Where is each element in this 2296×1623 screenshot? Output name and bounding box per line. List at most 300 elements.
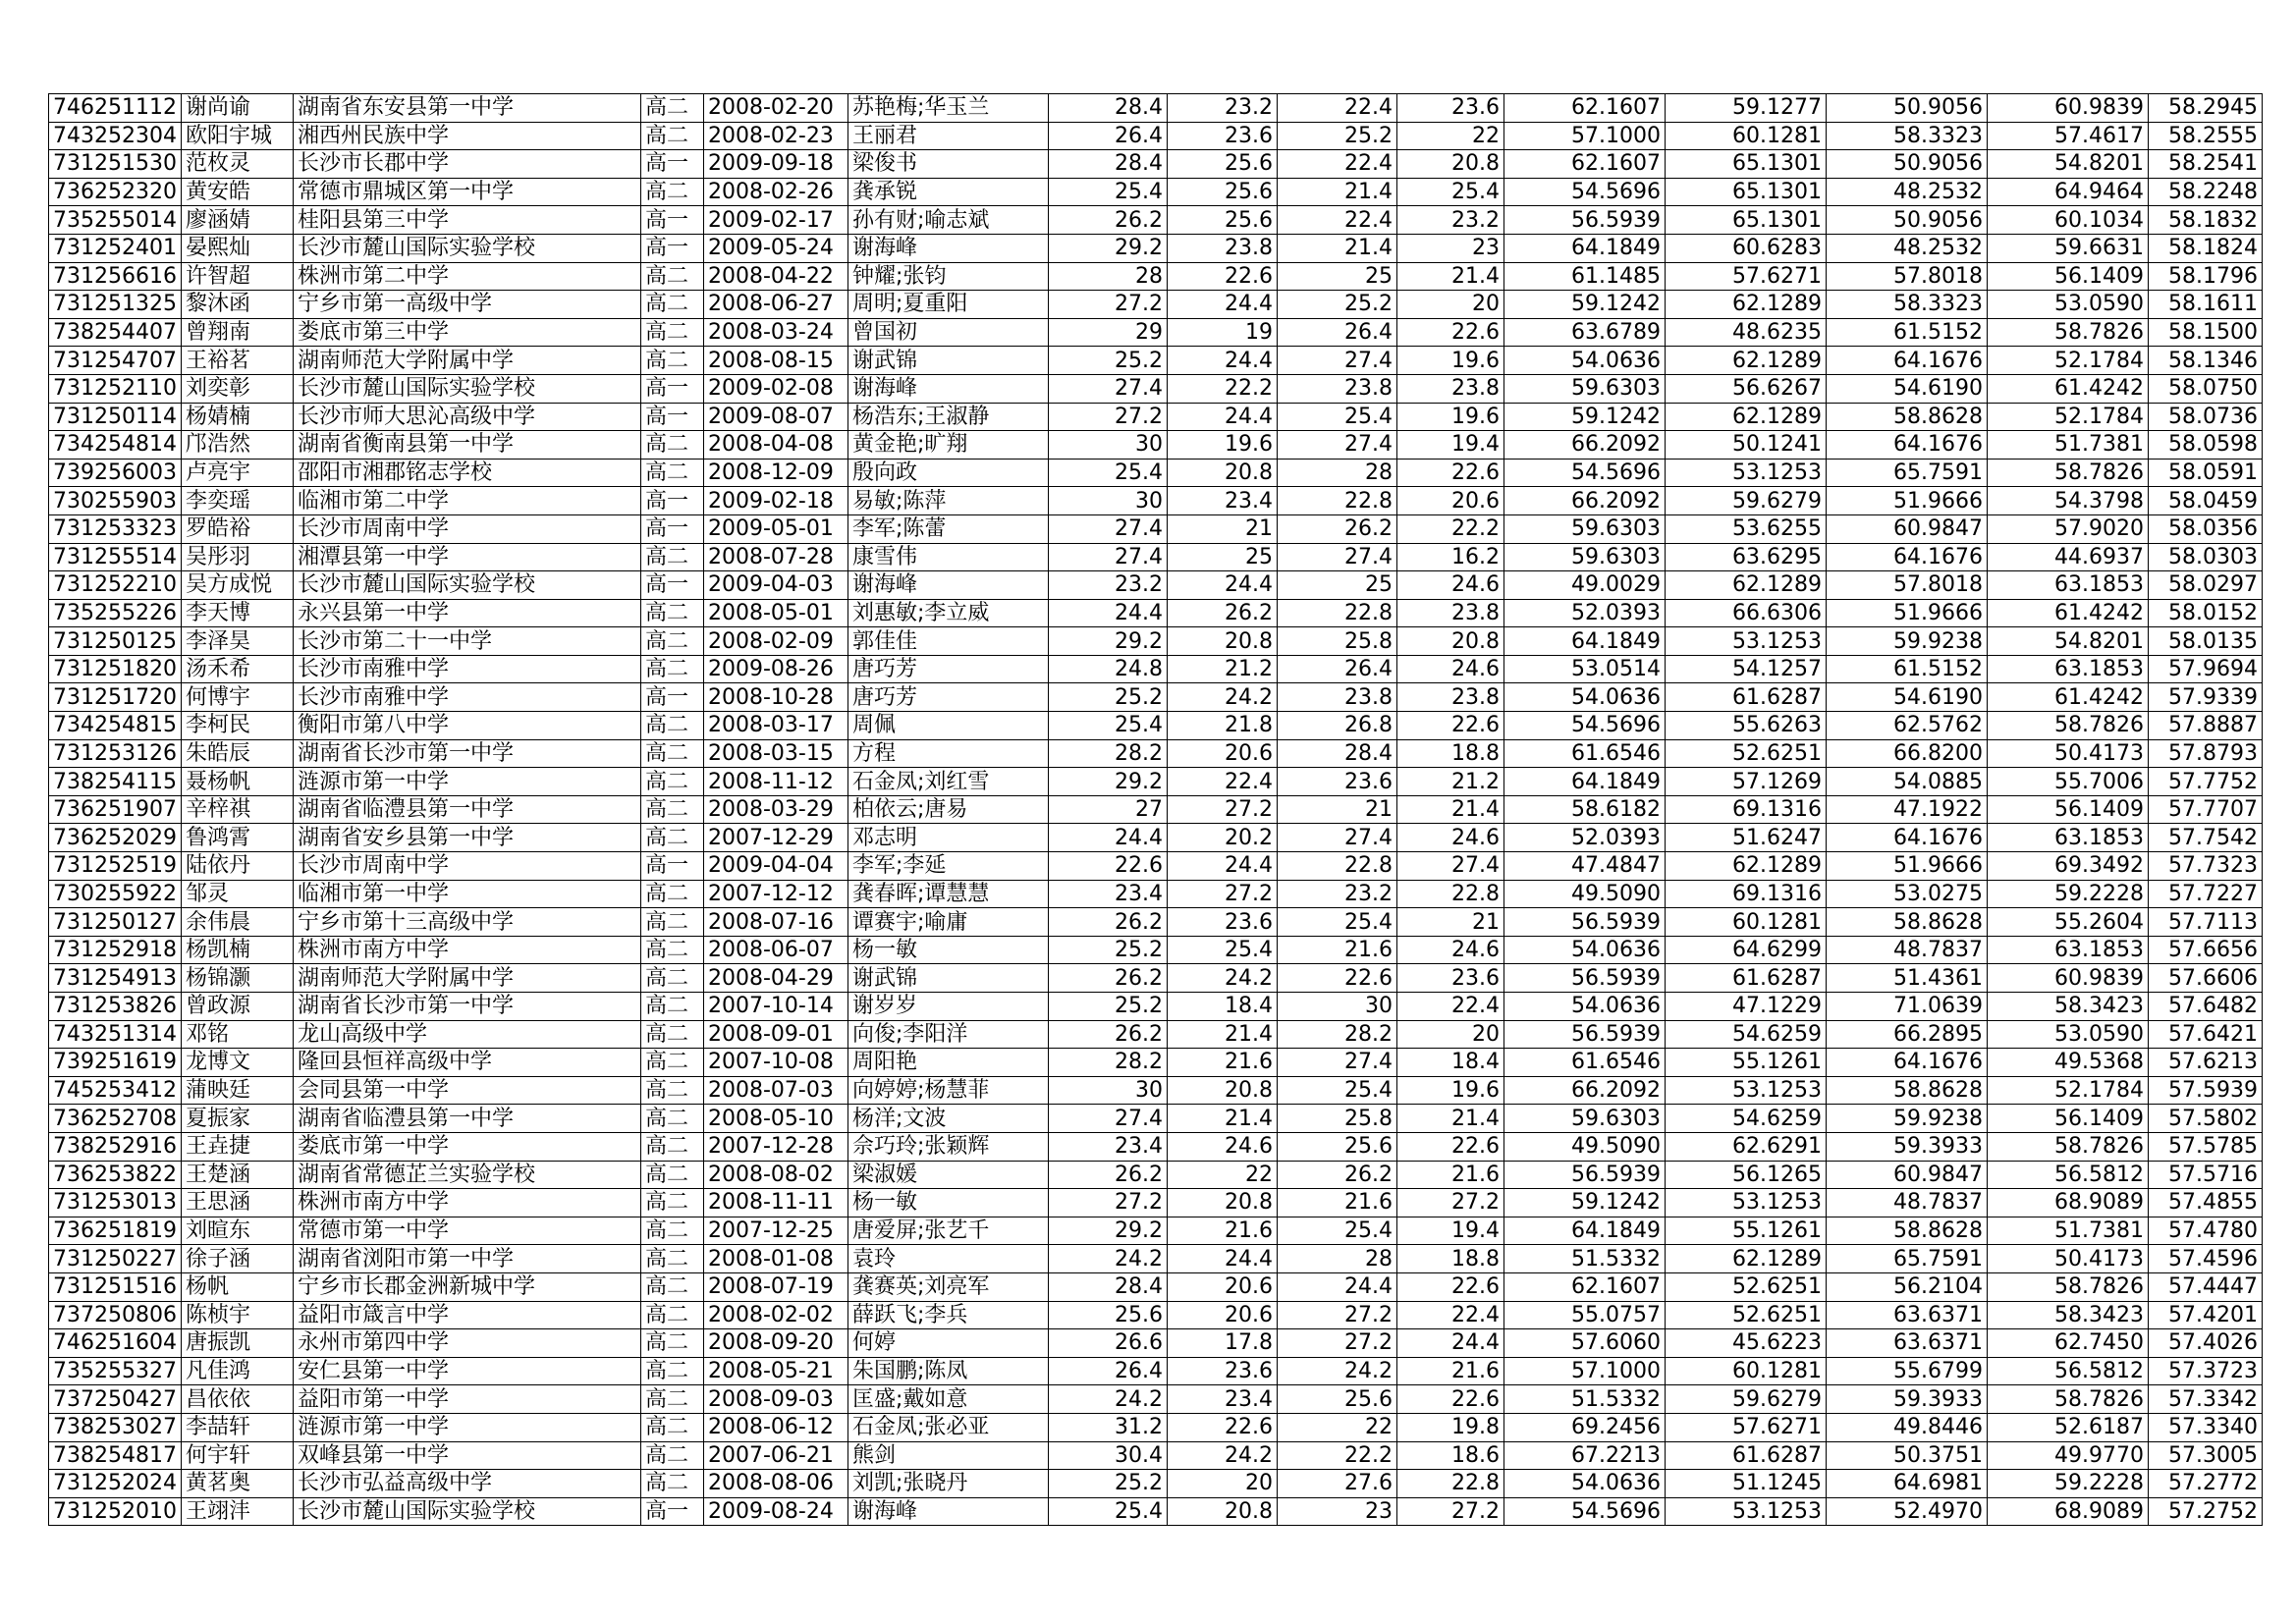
teacher-cell: 谢海峰 (847, 1497, 1048, 1526)
score-4-cell: 22.6 (1396, 318, 1503, 347)
score-2-cell: 23.6 (1167, 1357, 1277, 1385)
std-score-2-cell: 60.1281 (1665, 908, 1826, 937)
school-cell: 涟源市第一中学 (293, 1413, 640, 1441)
table-row (49, 1161, 2263, 1189)
score-1-cell: 25.2 (1048, 1470, 1167, 1498)
birth-date-cell: 2008-07-28 (703, 543, 847, 571)
teacher-cell: 何婷 (847, 1329, 1048, 1358)
score-3-cell: 27.4 (1277, 347, 1396, 375)
score-2-cell: 20.6 (1167, 1272, 1277, 1301)
student-id-cell: 731251820 (49, 655, 182, 683)
std-score-3-cell: 51.9666 (1826, 852, 1987, 881)
std-score-2-cell: 62.1289 (1665, 291, 1826, 319)
std-score-3-cell: 48.7837 (1826, 936, 1987, 964)
student-name-cell: 刘暄东 (181, 1217, 293, 1245)
score-3-cell: 26.8 (1277, 712, 1396, 740)
grade-cell: 高二 (640, 964, 703, 993)
std-score-2-cell: 53.1253 (1665, 627, 1826, 656)
score-4-cell: 24.6 (1396, 655, 1503, 683)
table-row (49, 403, 2263, 431)
score-3-cell: 25.6 (1277, 1385, 1396, 1414)
score-4-cell: 20.6 (1396, 487, 1503, 515)
teacher-cell: 李军;陈蕾 (847, 514, 1048, 543)
std-score-1-cell: 54.5696 (1503, 459, 1665, 487)
student-name-cell: 唐振凯 (181, 1329, 293, 1358)
grade-cell: 高一 (640, 571, 703, 600)
student-id-cell: 738253027 (49, 1413, 182, 1441)
std-score-2-cell: 61.6287 (1665, 964, 1826, 993)
student-name-cell: 李柯民 (181, 712, 293, 740)
teacher-cell: 郭佳佳 (847, 627, 1048, 656)
table-row (49, 795, 2263, 824)
school-cell: 永兴县第一中学 (293, 599, 640, 627)
birth-date-cell: 2008-07-16 (703, 908, 847, 937)
score-3-cell: 21.6 (1277, 1189, 1396, 1217)
student-name-cell: 聂杨帆 (181, 768, 293, 796)
score-4-cell: 21.6 (1396, 1161, 1503, 1189)
birth-date-cell: 2008-08-02 (703, 1161, 847, 1189)
school-cell: 湖南省临澧县第一中学 (293, 795, 640, 824)
score-4-cell: 21 (1396, 908, 1503, 937)
total-score-cell: 57.6482 (2148, 993, 2262, 1021)
grade-cell: 高二 (640, 1161, 703, 1189)
total-score-cell: 57.9339 (2148, 683, 2262, 712)
std-score-2-cell: 69.1316 (1665, 795, 1826, 824)
student-id-cell: 731252110 (49, 374, 182, 403)
school-cell: 长沙市长郡中学 (293, 150, 640, 179)
score-4-cell: 22.8 (1396, 1470, 1503, 1498)
student-name-cell: 杨锦灏 (181, 964, 293, 993)
table-row (49, 347, 2263, 375)
table-row (49, 1076, 2263, 1105)
grade-cell: 高一 (640, 683, 703, 712)
score-4-cell: 21.4 (1396, 262, 1503, 291)
grade-cell: 高一 (640, 374, 703, 403)
std-score-1-cell: 55.0757 (1503, 1301, 1665, 1329)
score-2-cell: 19.6 (1167, 431, 1277, 460)
table-row (49, 1357, 2263, 1385)
score-1-cell: 27.2 (1048, 1189, 1167, 1217)
score-3-cell: 26.2 (1277, 1161, 1396, 1189)
total-score-cell: 57.7752 (2148, 768, 2262, 796)
student-name-cell: 蒲映廷 (181, 1076, 293, 1105)
student-id-cell: 731250127 (49, 908, 182, 937)
score-2-cell: 21 (1167, 514, 1277, 543)
teacher-cell: 康雪伟 (847, 543, 1048, 571)
table-row (49, 262, 2263, 291)
birth-date-cell: 2008-03-24 (703, 318, 847, 347)
score-4-cell: 21.2 (1396, 768, 1503, 796)
score-3-cell: 26.2 (1277, 514, 1396, 543)
std-score-1-cell: 61.1485 (1503, 262, 1665, 291)
score-4-cell: 19.8 (1396, 1413, 1503, 1441)
student-name-cell: 昌依依 (181, 1385, 293, 1414)
school-cell: 益阳市第一中学 (293, 1385, 640, 1414)
std-score-2-cell: 55.1261 (1665, 1217, 1826, 1245)
std-score-4-cell: 58.7826 (1987, 1385, 2148, 1414)
std-score-3-cell: 61.5152 (1826, 655, 1987, 683)
std-score-1-cell: 64.1849 (1503, 768, 1665, 796)
score-1-cell: 30 (1048, 431, 1167, 460)
std-score-3-cell: 60.9847 (1826, 514, 1987, 543)
student-id-cell: 736251819 (49, 1217, 182, 1245)
score-1-cell: 22.6 (1048, 852, 1167, 881)
table-row (49, 1470, 2263, 1498)
school-cell: 长沙市麓山国际实验学校 (293, 571, 640, 600)
school-cell: 宁乡市第十三高级中学 (293, 908, 640, 937)
std-score-4-cell: 52.1784 (1987, 347, 2148, 375)
table-row (49, 94, 2263, 123)
std-score-1-cell: 62.1607 (1503, 150, 1665, 179)
student-name-cell: 谢尚谕 (181, 94, 293, 123)
std-score-1-cell: 57.6060 (1503, 1329, 1665, 1358)
score-1-cell: 29.2 (1048, 1217, 1167, 1245)
birth-date-cell: 2008-05-10 (703, 1105, 847, 1133)
birth-date-cell: 2007-12-28 (703, 1132, 847, 1161)
std-score-1-cell: 51.5332 (1503, 1245, 1665, 1273)
std-score-2-cell: 60.6283 (1665, 234, 1826, 262)
std-score-1-cell: 56.5939 (1503, 964, 1665, 993)
score-1-cell: 26.4 (1048, 122, 1167, 150)
total-score-cell: 58.2541 (2148, 150, 2262, 179)
score-2-cell: 22.2 (1167, 374, 1277, 403)
score-3-cell: 22.6 (1277, 964, 1396, 993)
score-4-cell: 22.6 (1396, 1272, 1503, 1301)
total-score-cell: 57.3340 (2148, 1413, 2262, 1441)
birth-date-cell: 2009-08-26 (703, 655, 847, 683)
std-score-4-cell: 58.3423 (1987, 993, 2148, 1021)
student-id-cell: 730255922 (49, 880, 182, 908)
score-4-cell: 23.6 (1396, 964, 1503, 993)
std-score-4-cell: 58.3423 (1987, 1301, 2148, 1329)
score-3-cell: 25.4 (1277, 908, 1396, 937)
student-id-cell: 743251314 (49, 1020, 182, 1049)
total-score-cell: 58.0459 (2148, 487, 2262, 515)
grade-cell: 高二 (640, 1049, 703, 1077)
birth-date-cell: 2008-02-23 (703, 122, 847, 150)
std-score-2-cell: 62.1289 (1665, 403, 1826, 431)
table-row (49, 627, 2263, 656)
std-score-3-cell: 64.1676 (1826, 347, 1987, 375)
grade-cell: 高二 (640, 908, 703, 937)
birth-date-cell: 2008-04-08 (703, 431, 847, 460)
std-score-4-cell: 44.6937 (1987, 543, 2148, 571)
birth-date-cell: 2009-08-24 (703, 1497, 847, 1526)
std-score-4-cell: 58.7826 (1987, 459, 2148, 487)
std-score-4-cell: 52.1784 (1987, 1076, 2148, 1105)
std-score-3-cell: 50.3751 (1826, 1441, 1987, 1470)
teacher-cell: 梁俊书 (847, 150, 1048, 179)
score-3-cell: 23.8 (1277, 683, 1396, 712)
student-name-cell: 杨帆 (181, 1272, 293, 1301)
score-1-cell: 29.2 (1048, 768, 1167, 796)
std-score-3-cell: 64.1676 (1826, 431, 1987, 460)
std-score-2-cell: 62.6291 (1665, 1132, 1826, 1161)
student-id-cell: 734254815 (49, 712, 182, 740)
student-id-cell: 734254814 (49, 431, 182, 460)
grade-cell: 高二 (640, 122, 703, 150)
student-id-cell: 743252304 (49, 122, 182, 150)
std-score-4-cell: 58.7826 (1987, 1132, 2148, 1161)
table-row (49, 178, 2263, 206)
std-score-4-cell: 60.9839 (1987, 94, 2148, 123)
total-score-cell: 57.6213 (2148, 1049, 2262, 1077)
score-2-cell: 22.6 (1167, 262, 1277, 291)
school-cell: 邵阳市湘郡铭志学校 (293, 459, 640, 487)
std-score-3-cell: 53.0275 (1826, 880, 1987, 908)
total-score-cell: 57.7707 (2148, 795, 2262, 824)
school-cell: 湖南师范大学附属中学 (293, 347, 640, 375)
student-id-cell: 735255226 (49, 599, 182, 627)
score-4-cell: 20 (1396, 1020, 1503, 1049)
table-row (49, 487, 2263, 515)
birth-date-cell: 2009-02-17 (703, 206, 847, 235)
grade-cell: 高二 (640, 1217, 703, 1245)
std-score-4-cell: 68.9089 (1987, 1189, 2148, 1217)
total-score-cell: 57.2752 (2148, 1497, 2262, 1526)
teacher-cell: 向俊;李阳洋 (847, 1020, 1048, 1049)
score-2-cell: 21.4 (1167, 1105, 1277, 1133)
score-2-cell: 21.6 (1167, 1217, 1277, 1245)
score-4-cell: 19.4 (1396, 431, 1503, 460)
teacher-cell: 谭赛宇;喻庸 (847, 908, 1048, 937)
std-score-1-cell: 54.0636 (1503, 347, 1665, 375)
std-score-1-cell: 52.0393 (1503, 824, 1665, 852)
score-4-cell: 23.8 (1396, 599, 1503, 627)
student-name-cell: 曾翔南 (181, 318, 293, 347)
std-score-1-cell: 54.5696 (1503, 1497, 1665, 1526)
std-score-1-cell: 62.1607 (1503, 1272, 1665, 1301)
std-score-1-cell: 62.1607 (1503, 94, 1665, 123)
teacher-cell: 谢海峰 (847, 234, 1048, 262)
school-cell: 常德市第一中学 (293, 1217, 640, 1245)
student-id-cell: 731252519 (49, 852, 182, 881)
std-score-2-cell: 61.6287 (1665, 683, 1826, 712)
school-cell: 长沙市南雅中学 (293, 683, 640, 712)
total-score-cell: 58.0598 (2148, 431, 2262, 460)
score-3-cell: 25.4 (1277, 403, 1396, 431)
student-id-cell: 731252024 (49, 1470, 182, 1498)
score-3-cell: 24.4 (1277, 1272, 1396, 1301)
std-score-3-cell: 58.8628 (1826, 1217, 1987, 1245)
school-cell: 湖南省常德芷兰实验学校 (293, 1161, 640, 1189)
score-2-cell: 20.8 (1167, 1076, 1277, 1105)
score-4-cell: 19.6 (1396, 1076, 1503, 1105)
std-score-2-cell: 62.1289 (1665, 571, 1826, 600)
std-score-4-cell: 63.1853 (1987, 824, 2148, 852)
score-4-cell: 18.4 (1396, 1049, 1503, 1077)
grade-cell: 高二 (640, 1132, 703, 1161)
table-row (49, 1132, 2263, 1161)
total-score-cell: 58.2945 (2148, 94, 2262, 123)
student-id-cell: 731251530 (49, 150, 182, 179)
school-cell: 长沙市南雅中学 (293, 655, 640, 683)
std-score-2-cell: 55.6263 (1665, 712, 1826, 740)
teacher-cell: 梁淑媛 (847, 1161, 1048, 1189)
score-4-cell: 19.4 (1396, 1217, 1503, 1245)
std-score-3-cell: 63.6371 (1826, 1301, 1987, 1329)
total-score-cell: 57.3342 (2148, 1385, 2262, 1414)
score-2-cell: 18.4 (1167, 993, 1277, 1021)
school-cell: 株洲市南方中学 (293, 936, 640, 964)
std-score-3-cell: 51.9666 (1826, 487, 1987, 515)
std-score-3-cell: 58.8628 (1826, 908, 1987, 937)
score-2-cell: 24.4 (1167, 291, 1277, 319)
school-cell: 湖南师范大学附属中学 (293, 964, 640, 993)
total-score-cell: 57.5939 (2148, 1076, 2262, 1105)
score-3-cell: 25.4 (1277, 1076, 1396, 1105)
birth-date-cell: 2008-08-15 (703, 347, 847, 375)
student-name-cell: 许智超 (181, 262, 293, 291)
score-3-cell: 25.4 (1277, 1217, 1396, 1245)
std-score-2-cell: 59.1277 (1665, 94, 1826, 123)
std-score-1-cell: 61.6546 (1503, 1049, 1665, 1077)
std-score-1-cell: 56.5939 (1503, 1161, 1665, 1189)
score-3-cell: 22.4 (1277, 94, 1396, 123)
score-2-cell: 20.8 (1167, 1189, 1277, 1217)
std-score-4-cell: 59.2228 (1987, 880, 2148, 908)
grade-cell: 高二 (640, 459, 703, 487)
score-1-cell: 23.2 (1048, 571, 1167, 600)
total-score-cell: 58.0135 (2148, 627, 2262, 656)
student-id-cell: 731253126 (49, 739, 182, 768)
std-score-2-cell: 53.1253 (1665, 1189, 1826, 1217)
student-name-cell: 夏振家 (181, 1105, 293, 1133)
school-cell: 湖南省浏阳市第一中学 (293, 1245, 640, 1273)
table-row (49, 768, 2263, 796)
student-id-cell: 731250114 (49, 403, 182, 431)
std-score-2-cell: 56.1265 (1665, 1161, 1826, 1189)
score-1-cell: 24.2 (1048, 1245, 1167, 1273)
std-score-3-cell: 48.2532 (1826, 234, 1987, 262)
teacher-cell: 王丽君 (847, 122, 1048, 150)
total-score-cell: 57.2772 (2148, 1470, 2262, 1498)
teacher-cell: 谢武锦 (847, 347, 1048, 375)
score-3-cell: 21 (1277, 795, 1396, 824)
std-score-1-cell: 57.1000 (1503, 122, 1665, 150)
table-row (49, 1385, 2263, 1414)
grade-cell: 高一 (640, 234, 703, 262)
table-row (49, 655, 2263, 683)
std-score-1-cell: 64.1849 (1503, 627, 1665, 656)
std-score-2-cell: 47.1229 (1665, 993, 1826, 1021)
teacher-cell: 龚承锐 (847, 178, 1048, 206)
grade-cell: 高一 (640, 852, 703, 881)
student-name-cell: 罗皓裕 (181, 514, 293, 543)
grade-cell: 高二 (640, 318, 703, 347)
student-id-cell: 736253822 (49, 1161, 182, 1189)
score-1-cell: 27.2 (1048, 291, 1167, 319)
student-name-cell: 何博宇 (181, 683, 293, 712)
score-1-cell: 25.4 (1048, 712, 1167, 740)
grade-cell: 高二 (640, 712, 703, 740)
std-score-4-cell: 60.1034 (1987, 206, 2148, 235)
std-score-1-cell: 59.1242 (1503, 1189, 1665, 1217)
std-score-4-cell: 52.6187 (1987, 1413, 2148, 1441)
grade-cell: 高二 (640, 1105, 703, 1133)
score-2-cell: 23.4 (1167, 487, 1277, 515)
std-score-4-cell: 63.1853 (1987, 936, 2148, 964)
table-row (49, 1105, 2263, 1133)
student-name-cell: 陆依丹 (181, 852, 293, 881)
std-score-3-cell: 63.6371 (1826, 1329, 1987, 1358)
table-row (49, 150, 2263, 179)
std-score-1-cell: 47.4847 (1503, 852, 1665, 881)
score-1-cell: 29 (1048, 318, 1167, 347)
score-2-cell: 24.2 (1167, 1441, 1277, 1470)
score-1-cell: 25.6 (1048, 1301, 1167, 1329)
student-name-cell: 黄茗奥 (181, 1470, 293, 1498)
school-cell: 安仁县第一中学 (293, 1357, 640, 1385)
grade-cell: 高二 (640, 795, 703, 824)
std-score-2-cell: 62.1289 (1665, 1245, 1826, 1273)
grade-cell: 高二 (640, 1020, 703, 1049)
std-score-3-cell: 59.9238 (1826, 627, 1987, 656)
student-id-cell: 731251720 (49, 683, 182, 712)
school-cell: 长沙市周南中学 (293, 852, 640, 881)
score-3-cell: 27.4 (1277, 824, 1396, 852)
grade-cell: 高二 (640, 1441, 703, 1470)
score-2-cell: 27.2 (1167, 880, 1277, 908)
teacher-cell: 易敏;陈萍 (847, 487, 1048, 515)
std-score-3-cell: 56.2104 (1826, 1272, 1987, 1301)
score-1-cell: 25.2 (1048, 993, 1167, 1021)
student-name-cell: 李奕瑶 (181, 487, 293, 515)
std-score-3-cell: 55.6799 (1826, 1357, 1987, 1385)
birth-date-cell: 2009-05-24 (703, 234, 847, 262)
birth-date-cell: 2009-02-18 (703, 487, 847, 515)
birth-date-cell: 2008-02-26 (703, 178, 847, 206)
table-row (49, 234, 2263, 262)
std-score-2-cell: 59.6279 (1665, 487, 1826, 515)
student-id-cell: 739256003 (49, 459, 182, 487)
std-score-3-cell: 54.0885 (1826, 768, 1987, 796)
grade-cell: 高二 (640, 291, 703, 319)
school-cell: 湖南省衡南县第一中学 (293, 431, 640, 460)
student-name-cell: 曾政源 (181, 993, 293, 1021)
birth-date-cell: 2008-07-03 (703, 1076, 847, 1105)
grade-cell: 高一 (640, 403, 703, 431)
student-id-cell: 746251112 (49, 94, 182, 123)
school-cell: 娄底市第三中学 (293, 318, 640, 347)
school-cell: 湖南省安乡县第一中学 (293, 824, 640, 852)
std-score-4-cell: 63.1853 (1987, 571, 2148, 600)
score-2-cell: 24.2 (1167, 683, 1277, 712)
std-score-1-cell: 58.6182 (1503, 795, 1665, 824)
std-score-2-cell: 52.6251 (1665, 1272, 1826, 1301)
score-3-cell: 28.2 (1277, 1020, 1396, 1049)
teacher-cell: 唐巧芳 (847, 683, 1048, 712)
total-score-cell: 57.6656 (2148, 936, 2262, 964)
std-score-3-cell: 66.8200 (1826, 739, 1987, 768)
score-1-cell: 24.4 (1048, 824, 1167, 852)
student-id-cell: 738254407 (49, 318, 182, 347)
school-cell: 湘潭县第一中学 (293, 543, 640, 571)
teacher-cell: 杨一敏 (847, 1189, 1048, 1217)
grade-cell: 高二 (640, 599, 703, 627)
score-3-cell: 21.4 (1277, 178, 1396, 206)
std-score-2-cell: 52.6251 (1665, 1301, 1826, 1329)
std-score-2-cell: 54.1257 (1665, 655, 1826, 683)
birth-date-cell: 2008-03-17 (703, 712, 847, 740)
std-score-4-cell: 58.7826 (1987, 318, 2148, 347)
grade-cell: 高二 (640, 1329, 703, 1358)
table-row (49, 291, 2263, 319)
total-score-cell: 57.6606 (2148, 964, 2262, 993)
student-name-cell: 李喆轩 (181, 1413, 293, 1441)
student-name-cell: 王楚涵 (181, 1161, 293, 1189)
score-1-cell: 25.2 (1048, 683, 1167, 712)
